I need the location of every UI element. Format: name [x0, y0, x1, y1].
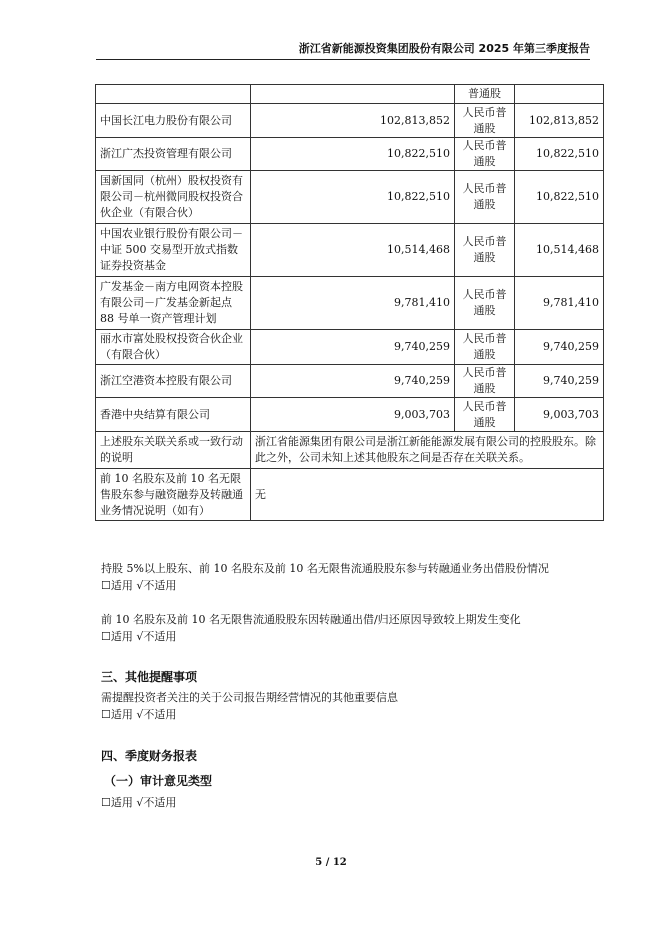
- share-class: 人民币普通股: [455, 365, 515, 398]
- share-class: 人民币普通股: [455, 171, 515, 224]
- holder-name: 国新国同（杭州）股权投资有限公司－杭州微同股权投资合伙企业（有限合伙）: [96, 171, 251, 224]
- page-number: 5 / 12: [315, 857, 347, 868]
- holder-name: [96, 85, 251, 104]
- table-row-top: [96, 85, 604, 104]
- relation-label: 上述股东关联关系或一致行动的说明: [96, 432, 251, 469]
- lending-option: ☐适用 √不适用: [101, 579, 177, 592]
- shareholders-table: [95, 84, 604, 521]
- section4-sub-heading: （一）审计意见类型: [104, 774, 213, 788]
- holder-amount: [251, 85, 455, 104]
- relation-row: [96, 432, 604, 469]
- table-row: [96, 330, 604, 365]
- holder-name: 浙江空港资本控股有限公司: [96, 365, 251, 398]
- holder-name: 浙江广杰投资管理有限公司: [96, 138, 251, 171]
- share-count: 10,822,510: [515, 138, 604, 171]
- holder-amount: 9,781,410: [251, 277, 455, 330]
- holder-amount: 10,822,510: [251, 138, 455, 171]
- holder-name: 中国长江电力股份有限公司: [96, 104, 251, 138]
- section3-text: 需提醒投资者关注的关于公司报告期经营情况的其他重要信息: [101, 691, 398, 704]
- share-class: 人民币普通股: [455, 277, 515, 330]
- table-row: [96, 171, 604, 224]
- header-divider: [96, 59, 590, 60]
- holder-amount: 9,003,703: [251, 398, 455, 432]
- table-row: [96, 104, 604, 138]
- holder-name: 中国农业银行股份有限公司－中证 500 交易型开放式指数证券投资基金: [96, 224, 251, 277]
- share-count: 9,003,703: [515, 398, 604, 432]
- share-count: 9,740,259: [515, 365, 604, 398]
- change-title: 前 10 名股东及前 10 名无限售流通股股东因转融通出借/归还原因导致较上期发生变化: [101, 613, 521, 626]
- margin-trading-text: 无: [251, 469, 604, 521]
- share-count: 10,822,510: [515, 171, 604, 224]
- holder-name: 丽水市富处股权投资合伙企业（有限合伙）: [96, 330, 251, 365]
- margin-trading-label: 前 10 名股东及前 10 名无限售股东参与融资融券及转融通业务情况说明（如有）: [96, 469, 251, 521]
- share-class: 人民币普通股: [455, 224, 515, 277]
- section4-option: ☐适用 √不适用: [101, 796, 177, 809]
- holder-amount: 10,822,510: [251, 171, 455, 224]
- table-row: [96, 224, 604, 277]
- table-row: [96, 138, 604, 171]
- share-class: 人民币普通股: [455, 398, 515, 432]
- holder-amount: 102,813,852: [251, 104, 455, 138]
- holder-amount: 9,740,259: [251, 330, 455, 365]
- share-count: 10,514,468: [515, 224, 604, 277]
- table-row: [96, 365, 604, 398]
- share-count: 102,813,852: [515, 104, 604, 138]
- holder-amount: 9,740,259: [251, 365, 455, 398]
- holder-name: 广发基金－南方电网资本控股有限公司－广发基金新起点 88 号单一资产管理计划: [96, 277, 251, 330]
- share-class: 人民币普通股: [455, 138, 515, 171]
- table-row: [96, 277, 604, 330]
- change-option: ☐适用 √不适用: [101, 630, 177, 643]
- share-class: 人民币普通股: [455, 330, 515, 365]
- section4-heading: 四、季度财务报表: [101, 749, 198, 763]
- section3-heading: 三、其他提醒事项: [101, 670, 198, 684]
- share-count: 9,740,259: [515, 330, 604, 365]
- report-header: 浙江省新能源投资集团股份有限公司 2025 年第三季度报告: [298, 42, 590, 55]
- relation-text: 浙江省能源集团有限公司是浙江新能能源发展有限公司的控股股东。除此之外，公司未知上述其他股东之间是否存在关联关系。: [251, 432, 604, 469]
- share-class: 人民币普通股: [455, 104, 515, 138]
- holder-amount: 10,514,468: [251, 224, 455, 277]
- share-count: [515, 85, 604, 104]
- share-class: 普通股: [455, 85, 515, 104]
- table-row: [96, 398, 604, 432]
- lending-title: 持股 5%以上股东、前 10 名股东及前 10 名无限售流通股股东参与转融通业务出借股份情况: [101, 562, 549, 575]
- margin-trading-row: [96, 469, 604, 521]
- holder-name: 香港中央结算有限公司: [96, 398, 251, 432]
- section3-option: ☐适用 √不适用: [101, 708, 177, 721]
- share-count: 9,781,410: [515, 277, 604, 330]
